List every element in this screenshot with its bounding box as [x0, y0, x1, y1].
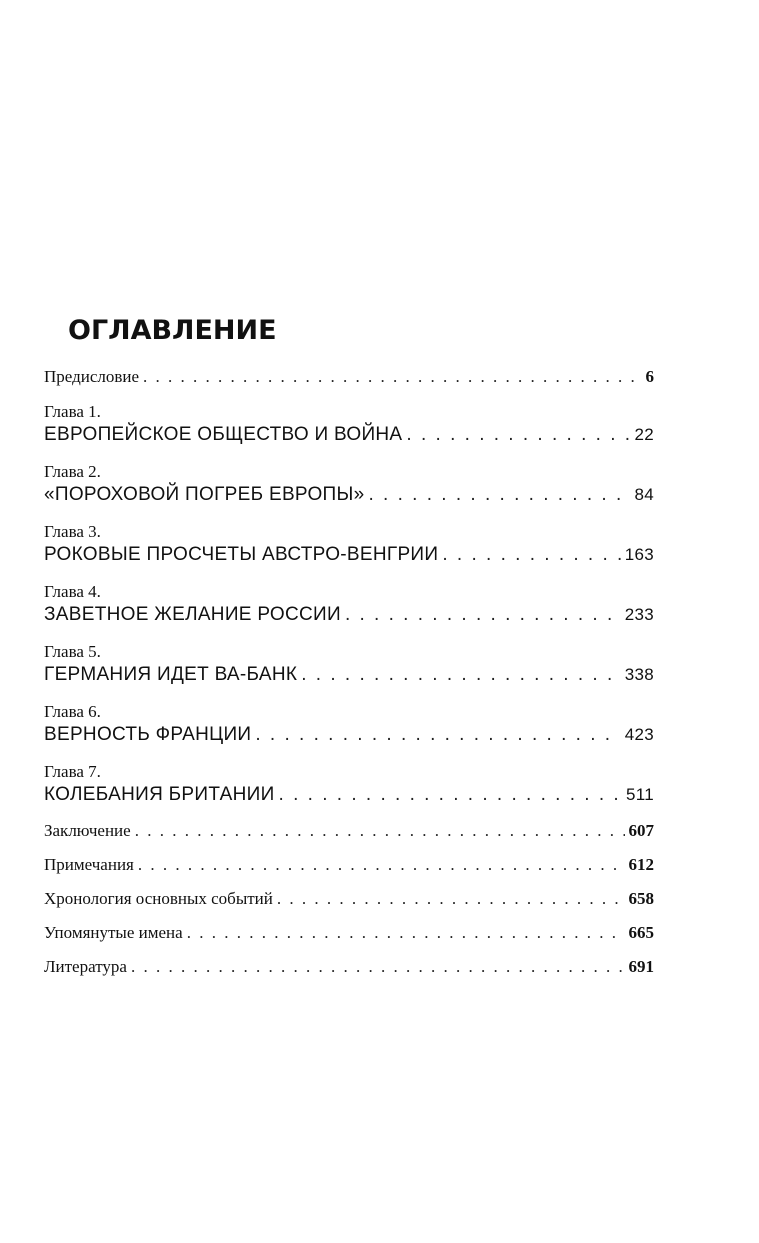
toc-entry-chronology[interactable] [44, 888, 654, 910]
dot-leader [255, 722, 620, 748]
toc-entry-chapter-6[interactable] [44, 702, 654, 748]
page-number: 658 [628, 889, 654, 908]
table-of-contents [44, 312, 654, 978]
toc-entry-names[interactable] [44, 922, 654, 944]
chapter-label: Глава 2. [44, 462, 101, 481]
toc-entry-preface[interactable] [44, 366, 654, 388]
dot-leader [345, 602, 621, 628]
entry-title: Литература [44, 957, 127, 976]
chapter-label: Глава 6. [44, 702, 101, 721]
toc-entry-chapter-3[interactable] [44, 522, 654, 568]
chapter-title: ГЕРМАНИЯ ИДЕТ ВА-БАНК [44, 664, 298, 685]
entry-title: Предисловие [44, 367, 140, 386]
page-number: 163 [624, 545, 654, 564]
chapter-title: ЗАВЕТНОЕ ЖЕЛАНИЕ РОССИИ [44, 604, 341, 625]
entry-title: Заключение [44, 821, 131, 840]
chapter-label: Глава 7. [44, 762, 101, 781]
dot-leader [187, 922, 625, 944]
toc-entry-chapter-2[interactable] [44, 462, 654, 508]
entry-title: Примечания [44, 855, 134, 874]
dot-leader [406, 422, 630, 448]
dot-leader [301, 662, 620, 688]
toc-entry-chapter-5[interactable] [44, 642, 654, 688]
toc-entry-chapter-1[interactable] [44, 402, 654, 448]
dot-leader [138, 854, 625, 876]
dot-leader [442, 542, 620, 568]
chapter-title: КОЛЕБАНИЯ БРИТАНИИ [44, 784, 275, 805]
page-number: 6 [645, 367, 654, 386]
page-number: 22 [634, 425, 654, 444]
page-number: 423 [624, 725, 654, 744]
chapter-title: ВЕРНОСТЬ ФРАНЦИИ [44, 724, 252, 745]
entry-title: Хронология основных событий [44, 889, 273, 908]
chapter-title: «ПОРОХОВОЙ ПОГРЕБ ЕВРОПЫ» [44, 484, 365, 505]
page-number: 338 [624, 665, 654, 684]
page-number: 511 [625, 785, 654, 804]
chapter-title: РОКОВЫЕ ПРОСЧЕТЫ АВСТРО-ВЕНГРИИ [44, 544, 439, 565]
page-number: 691 [628, 957, 654, 976]
entry-title: Упомянутые имена [44, 923, 183, 942]
toc-entry-notes[interactable] [44, 854, 654, 876]
toc-title: ОГЛАВЛЕНИЕ [68, 315, 277, 346]
chapter-title: ЕВРОПЕЙСКОЕ ОБЩЕСТВО И ВОЙНА [44, 424, 403, 445]
toc-entry-literature[interactable] [44, 956, 654, 978]
page-number: 665 [628, 923, 654, 942]
dot-leader [143, 366, 641, 388]
page-number: 84 [634, 485, 654, 504]
chapter-label: Глава 5. [44, 642, 101, 661]
chapter-label: Глава 3. [44, 522, 101, 541]
dot-leader [277, 888, 625, 910]
toc-entry-chapter-4[interactable] [44, 582, 654, 628]
dot-leader [369, 482, 631, 508]
dot-leader [131, 956, 625, 978]
chapter-label: Глава 4. [44, 582, 101, 601]
page-number: 607 [628, 821, 654, 840]
toc-entry-conclusion[interactable] [44, 820, 654, 842]
chapter-label: Глава 1. [44, 402, 101, 421]
dot-leader [135, 820, 625, 842]
page-number: 233 [624, 605, 654, 624]
toc-entry-chapter-7[interactable] [44, 762, 654, 808]
page-number: 612 [628, 855, 654, 874]
dot-leader [279, 782, 622, 808]
